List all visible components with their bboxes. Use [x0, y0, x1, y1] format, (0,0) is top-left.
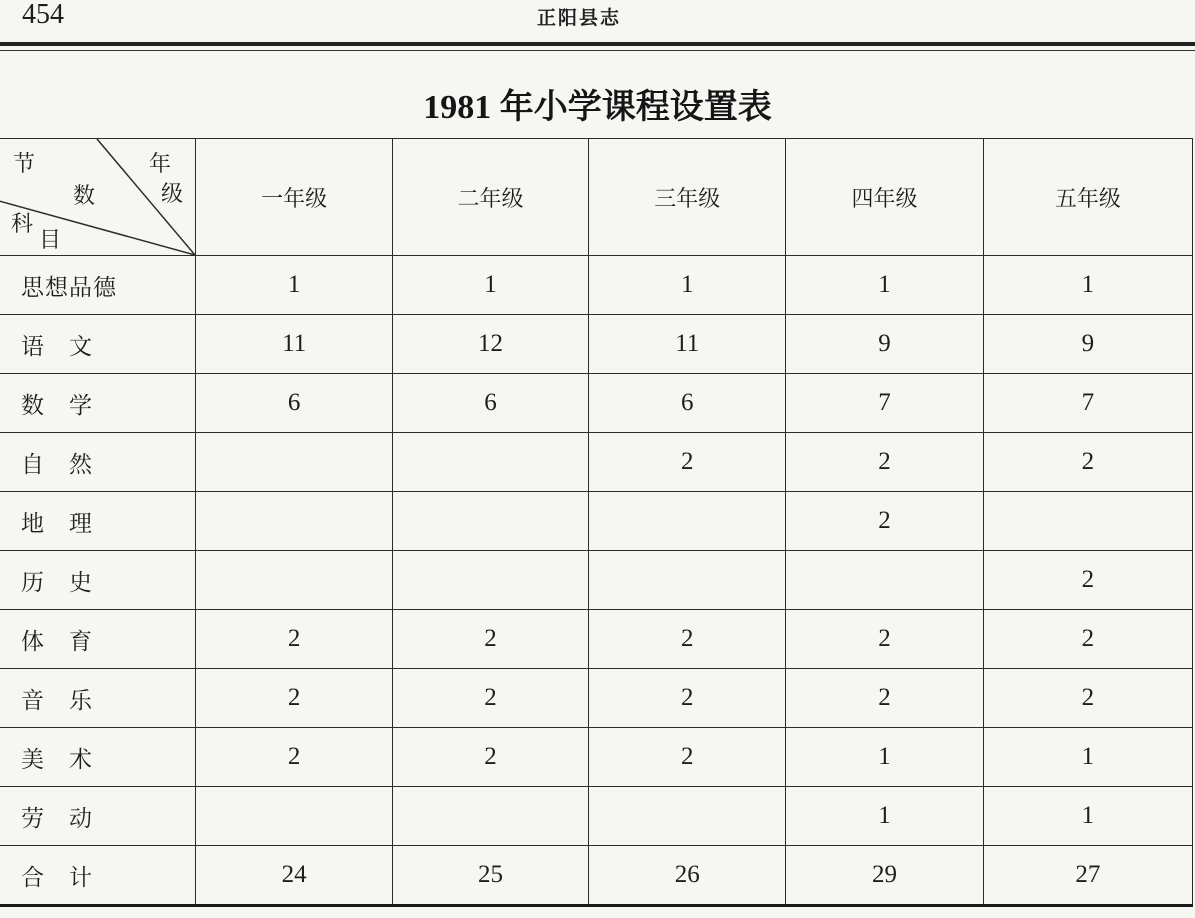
table-row	[0, 374, 1193, 433]
table-title: 1981 年小学课程设置表	[423, 89, 772, 126]
hours-cell: 11	[196, 315, 392, 374]
corner-label-mu: 目	[39, 228, 62, 253]
hours-cell: 2	[589, 728, 786, 787]
hours-cell	[589, 492, 786, 551]
hours-cell: 1	[983, 728, 1192, 787]
hours-cell	[589, 551, 786, 610]
total-cell: 26	[589, 846, 786, 906]
hours-cell	[392, 787, 588, 846]
table-row	[0, 728, 1193, 787]
hours-cell: 2	[589, 433, 786, 492]
hours-cell: 1	[983, 787, 1192, 846]
total-cell: 24	[196, 846, 392, 906]
hours-cell: 6	[196, 374, 392, 433]
total-row	[0, 846, 1193, 906]
hours-cell: 2	[196, 728, 392, 787]
hours-cell: 1	[786, 787, 983, 846]
table-row	[0, 787, 1193, 846]
column-header: 一年级	[196, 139, 392, 256]
hours-cell: 2	[196, 669, 392, 728]
table-row	[0, 492, 1193, 551]
hours-cell: 2	[983, 669, 1192, 728]
hours-cell: 1	[786, 256, 983, 315]
hours-cell: 1	[392, 256, 588, 315]
hours-cell: 2	[392, 669, 588, 728]
hours-cell: 6	[589, 374, 786, 433]
corner-header-cell	[0, 139, 196, 256]
total-label: 合 计	[0, 846, 196, 906]
hours-cell: 9	[786, 315, 983, 374]
table-row	[0, 610, 1193, 669]
corner-label-shu: 数	[73, 184, 96, 209]
hours-cell: 2	[786, 433, 983, 492]
subject-cell: 数 学	[0, 374, 196, 433]
hours-cell	[196, 433, 392, 492]
table-row	[0, 315, 1193, 374]
subject-cell: 地 理	[0, 492, 196, 551]
hours-cell: 2	[983, 551, 1192, 610]
subject-cell: 语 文	[0, 315, 196, 374]
corner-label-ke: 科	[11, 212, 34, 237]
hours-cell	[983, 492, 1192, 551]
hours-cell	[589, 787, 786, 846]
subject-cell: 音 乐	[0, 669, 196, 728]
page-number: 454	[22, 0, 64, 30]
hours-cell: 2	[786, 492, 983, 551]
subject-cell: 思想品德	[0, 256, 196, 315]
hours-cell	[196, 787, 392, 846]
hours-cell: 2	[196, 610, 392, 669]
table-row	[0, 669, 1193, 728]
corner-label-jie: 节	[13, 152, 36, 177]
header-rule-thick	[0, 42, 1195, 46]
hours-cell: 11	[589, 315, 786, 374]
curriculum-table	[0, 138, 1193, 907]
running-head: 正阳县志	[537, 7, 622, 29]
corner-label-nian: 年	[149, 152, 172, 177]
table-row	[0, 256, 1193, 315]
subject-cell: 自 然	[0, 433, 196, 492]
hours-cell: 1	[196, 256, 392, 315]
total-cell: 27	[983, 846, 1192, 906]
corner-label-ji: 级	[161, 182, 184, 207]
hours-cell: 6	[392, 374, 588, 433]
hours-cell	[786, 551, 983, 610]
hours-cell: 7	[983, 374, 1192, 433]
total-cell: 25	[392, 846, 588, 906]
column-header: 五年级	[983, 139, 1192, 256]
column-header: 二年级	[392, 139, 588, 256]
hours-cell: 1	[589, 256, 786, 315]
column-header: 三年级	[589, 139, 786, 256]
hours-cell: 2	[392, 728, 588, 787]
hours-cell: 1	[786, 728, 983, 787]
subject-cell: 美 术	[0, 728, 196, 787]
subject-cell: 历 史	[0, 551, 196, 610]
hours-cell	[392, 551, 588, 610]
header-row	[0, 139, 1193, 256]
hours-cell: 12	[392, 315, 588, 374]
hours-cell: 9	[983, 315, 1192, 374]
hours-cell	[392, 492, 588, 551]
column-header: 四年级	[786, 139, 983, 256]
table-row	[0, 433, 1193, 492]
subject-cell: 劳 动	[0, 787, 196, 846]
subject-cell: 体 育	[0, 610, 196, 669]
total-cell: 29	[786, 846, 983, 906]
hours-cell: 2	[786, 610, 983, 669]
hours-cell: 1	[983, 256, 1192, 315]
hours-cell: 2	[589, 669, 786, 728]
hours-cell: 2	[786, 669, 983, 728]
table-row	[0, 551, 1193, 610]
header-rule-thin	[0, 50, 1195, 51]
hours-cell: 2	[983, 433, 1192, 492]
hours-cell: 2	[983, 610, 1192, 669]
hours-cell	[196, 492, 392, 551]
hours-cell: 2	[392, 610, 588, 669]
hours-cell: 2	[589, 610, 786, 669]
hours-cell	[196, 551, 392, 610]
hours-cell	[392, 433, 588, 492]
hours-cell: 7	[786, 374, 983, 433]
